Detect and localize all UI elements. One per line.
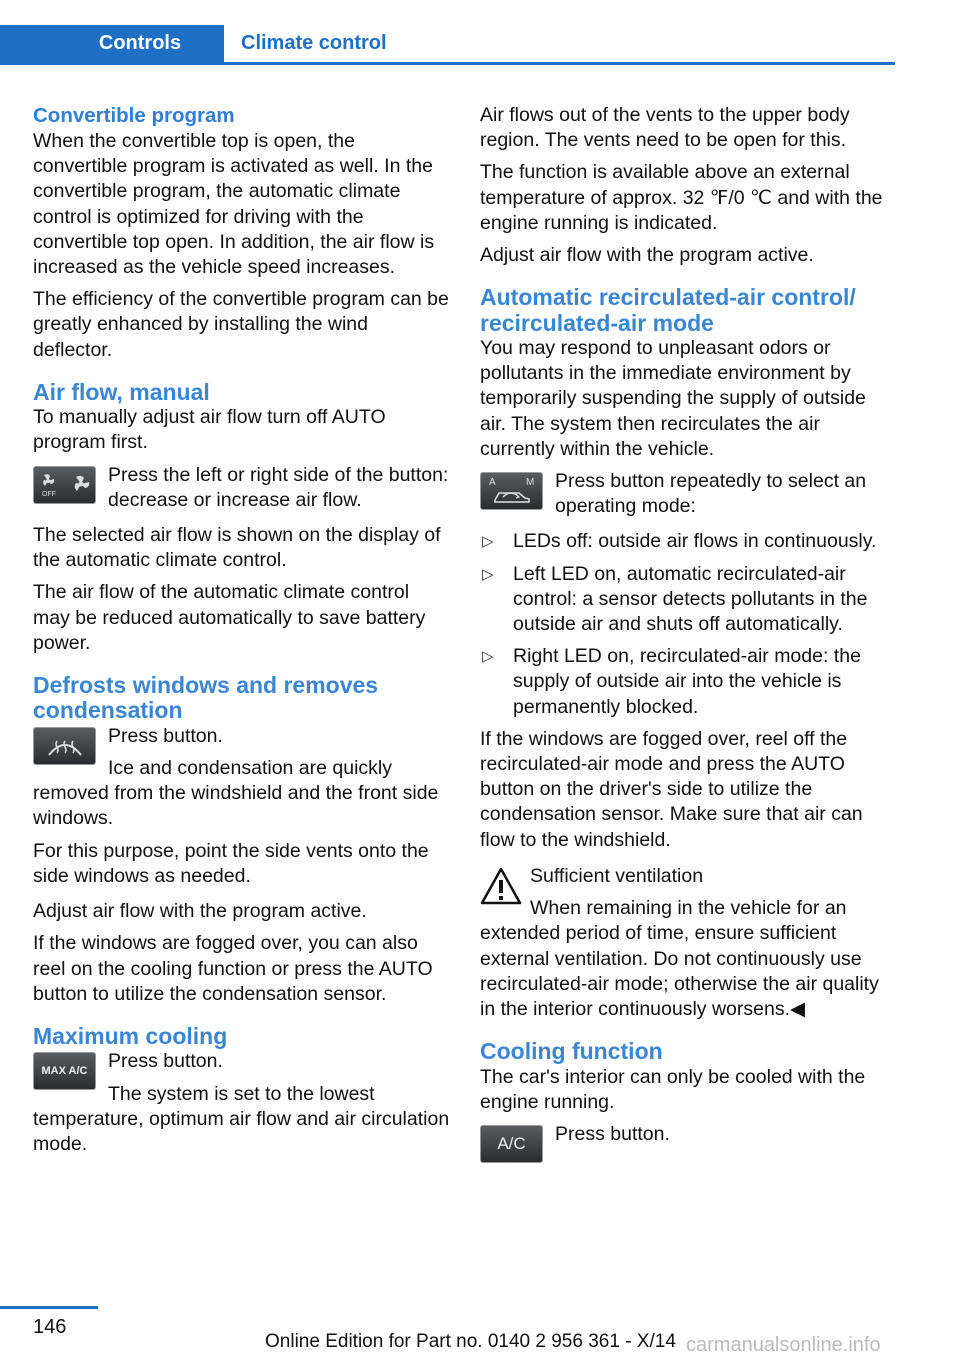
max-ac-button-image <box>33 1052 96 1090</box>
air-flow-paragraph-1: To manually adjust air flow turn off AUTO program first. <box>33 406 386 454</box>
convertible-paragraph-1: When the convertible top is open, the convertible program is activated as well. In the convertible program, the automatic climate control is optimized for driving with the convertible top open. In addition, the air flow is increased as the vehicle speed increases. <box>33 130 435 279</box>
cooling-function-heading: Cooling function <box>480 1038 663 1065</box>
page-number: 146 <box>33 1316 67 1338</box>
ac-button-label: A/C <box>497 1134 526 1154</box>
recirculated-air-paragraph-2: If the windows are fogged over, reel off the recirculated-air mode and press the AUTO button on the driver's side to utilize the condensation sensor. Make sure that air can flow to the windshield. <box>480 727 863 851</box>
recirculated-air-heading: Automatic recirculated-air control/ recirculated-air mode <box>480 284 856 336</box>
svg-text:A: A <box>489 477 496 489</box>
warning-icon <box>480 866 522 906</box>
ac-button-row <box>480 1122 895 1163</box>
left-column <box>33 103 451 1164</box>
bullet-triangle-icon: ▷ <box>482 648 494 666</box>
right-paragraph-1: Air flows out of the vents to the upper body region. The vents need to be open for this. <box>480 104 850 152</box>
right-column <box>480 103 895 1173</box>
defrost-paragraph-3: Adjust air flow with the program active. <box>33 900 367 923</box>
air-flow-button-row <box>33 463 451 513</box>
defrost-button-image <box>33 727 96 765</box>
svg-text:M: M <box>526 477 535 489</box>
defrost-heading: Defrosts windows and removes condensation <box>33 672 379 724</box>
right-paragraph-3: Adjust air flow with the program active. <box>480 244 814 267</box>
air-flow-paragraph-3: The air flow of the automatic climate control may be reduced automatically to save battery power. <box>33 581 426 654</box>
list-item: ▷ Right LED on, recirculated-air mode: the supply of outside air into the vehicle is permanently blocked. <box>482 645 861 718</box>
recirc-button-image <box>480 472 543 510</box>
max-cooling-paragraph-1: The system is set to the lowest temperature, optimum air flow and air circulation mode. <box>33 1082 450 1155</box>
list-item: ▷ Left LED on, automatic recirculated-air control: a sensor detects pollutants in the outside air and shuts off automatically. <box>482 562 868 636</box>
air-flow-button-image <box>33 466 96 504</box>
max-ac-button-label: MAX A/C <box>41 1064 88 1077</box>
convertible-program-title: Convertible program <box>33 104 235 127</box>
warning-title: Sufficient ventilation <box>530 864 704 887</box>
defrost-paragraph-2: For this purpose, point the side vents onto the side windows as needed. <box>33 839 429 887</box>
footer-accent-line <box>0 1306 98 1309</box>
air-flow-heading: Air flow, manual <box>33 378 210 405</box>
tab-controls: Controls <box>0 25 224 62</box>
defrost-paragraph-1: Ice and condensation are quickly removed from the windshield and the front side windows. <box>33 757 439 830</box>
air-flow-button-text: Press the left or right side of the button: decrease or increase air flow. <box>108 463 449 511</box>
bullet-triangle-icon: ▷ <box>482 533 494 551</box>
convertible-paragraph-2: The efficiency of the convertible program can be greatly enhanced by installing the wind deflector. <box>33 288 449 361</box>
car-recirculation-icon <box>481 473 542 509</box>
header-tab-bar <box>0 25 895 65</box>
recirculated-air-paragraph-1: You may respond to unpleasant odors or pollutants in the immediate environment by temporarily suspending the supply of outside air. The system then recirculates the air currently within the vehicle. <box>480 337 866 460</box>
maximum-cooling-heading: Maximum cooling <box>33 1022 228 1049</box>
svg-text:OFF: OFF <box>42 490 56 498</box>
recirc-button-text: Press button repeatedly to select an operating mode: <box>555 470 867 518</box>
tab-climate-control: Climate control <box>241 32 387 54</box>
defrost-press-button: Press button. <box>108 724 223 747</box>
cooling-press-button: Press button. <box>555 1122 670 1145</box>
defrost-paragraph-4: If the windows are fogged over, you can also reel on the cooling function or press the AUTO button to utilize the condensation sensor. <box>33 932 433 1005</box>
watermark: carmanualsonline.info <box>686 1334 881 1356</box>
edition-text: Online Edition for Part no. 0140 2 956 361 - X/14 <box>265 1331 676 1352</box>
right-paragraph-2: The function is available above an external temperature of approx. 32 ℉/0 ℃ and with the engine running is indicated. <box>480 161 883 234</box>
max-cooling-press-button: Press button. <box>108 1050 223 1073</box>
warning-text: When remaining in the vehicle for an extended period of time, ensure sufficient external ventilation. Do not continuously use recirculated-air mode; otherwise the air quality in the interior continuously worsens.◀ <box>480 897 879 1020</box>
ac-button-image <box>480 1125 543 1163</box>
bullet-triangle-icon: ▷ <box>482 565 494 583</box>
air-flow-paragraph-2: The selected air flow is shown on the display of the automatic climate control. <box>33 524 441 572</box>
fan-icon <box>34 467 95 503</box>
list-item: ▷ LEDs off: outside air flows in continuously. <box>480 529 895 554</box>
recirc-mode-list <box>480 529 895 719</box>
windshield-defrost-icon <box>45 733 85 759</box>
recirc-button-row <box>480 469 895 519</box>
cooling-paragraph-1: The car's interior can only be cooled with the engine running. <box>480 1065 866 1113</box>
